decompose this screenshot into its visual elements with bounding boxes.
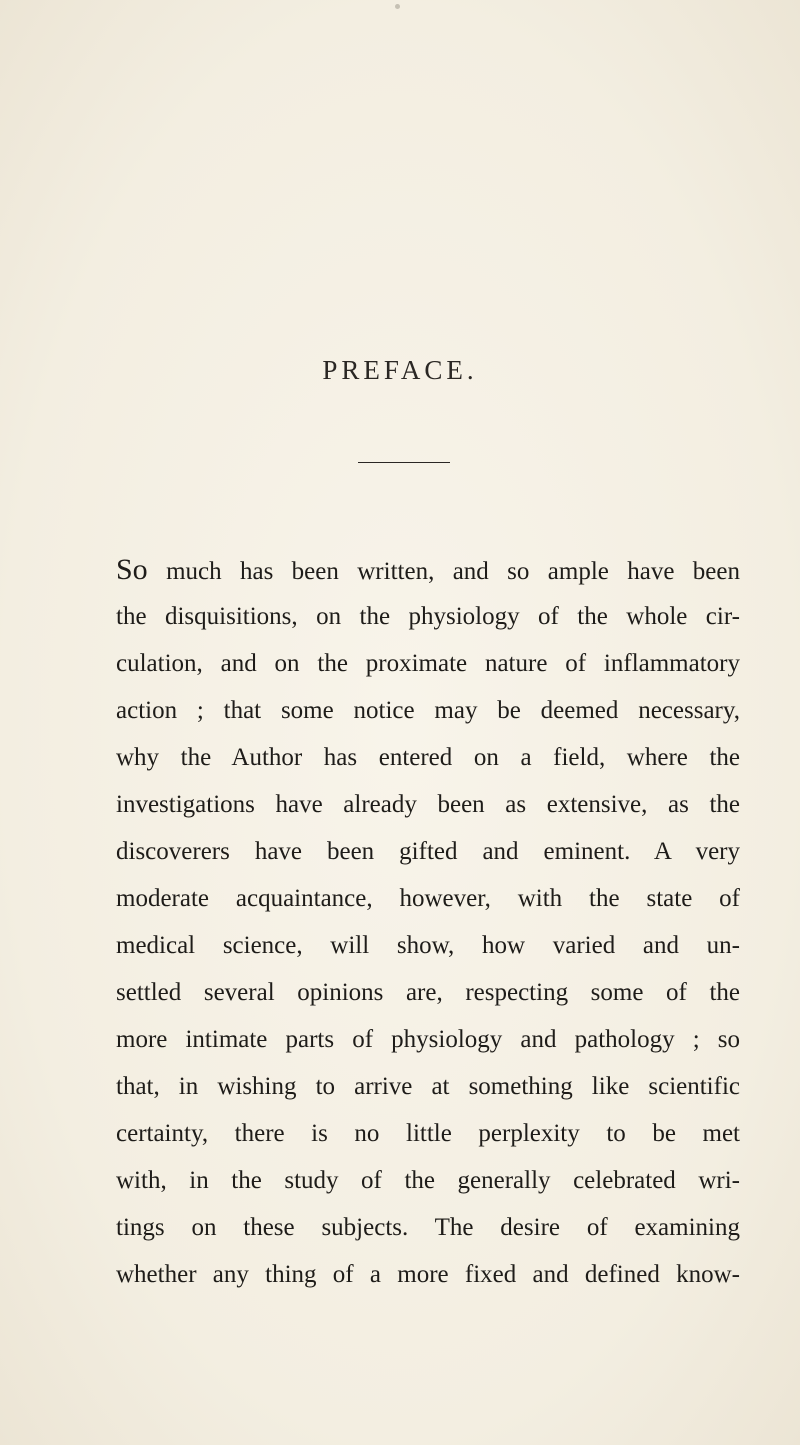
text-line: culation, and on the proximate nature of inflammatory <box>116 650 740 677</box>
text-line: more intimate parts of physiology and pathology ; so <box>116 1026 740 1053</box>
text-line: why the Author has entered on a field, where the <box>116 744 740 771</box>
text-line: investigations have already been as extensive, as the <box>116 791 740 818</box>
title-rule <box>358 462 450 463</box>
text-line: tings on these subjects. The desire of examining <box>116 1214 740 1241</box>
text-line: that, in wishing to arrive at something like scientific <box>116 1073 740 1100</box>
paper-speck <box>395 4 400 9</box>
text-line: moderate acquaintance, however, with the state of <box>116 885 740 912</box>
text-line: settled several opinions are, respecting some of the <box>116 979 740 1006</box>
text-line: action ; that some notice may be deemed necessary, <box>116 697 740 724</box>
text-line: the disquisitions, on the physiology of the whole cir- <box>116 603 740 630</box>
text-line: discoverers have been gifted and eminent. A very <box>116 838 740 865</box>
initial-word: So <box>116 553 148 586</box>
text-line <box>116 548 740 592</box>
text-line: with, in the study of the generally celebrated wri- <box>116 1167 740 1194</box>
line-text: much has been written, and so ample have been <box>147 558 740 585</box>
text-line: certainty, there is no little perplexity to be met <box>116 1120 740 1147</box>
text-line: medical science, will show, how varied and un- <box>116 932 740 959</box>
text-line: whether any thing of a more fixed and defined know- <box>116 1261 740 1288</box>
page-title: PREFACE. <box>322 355 478 385</box>
